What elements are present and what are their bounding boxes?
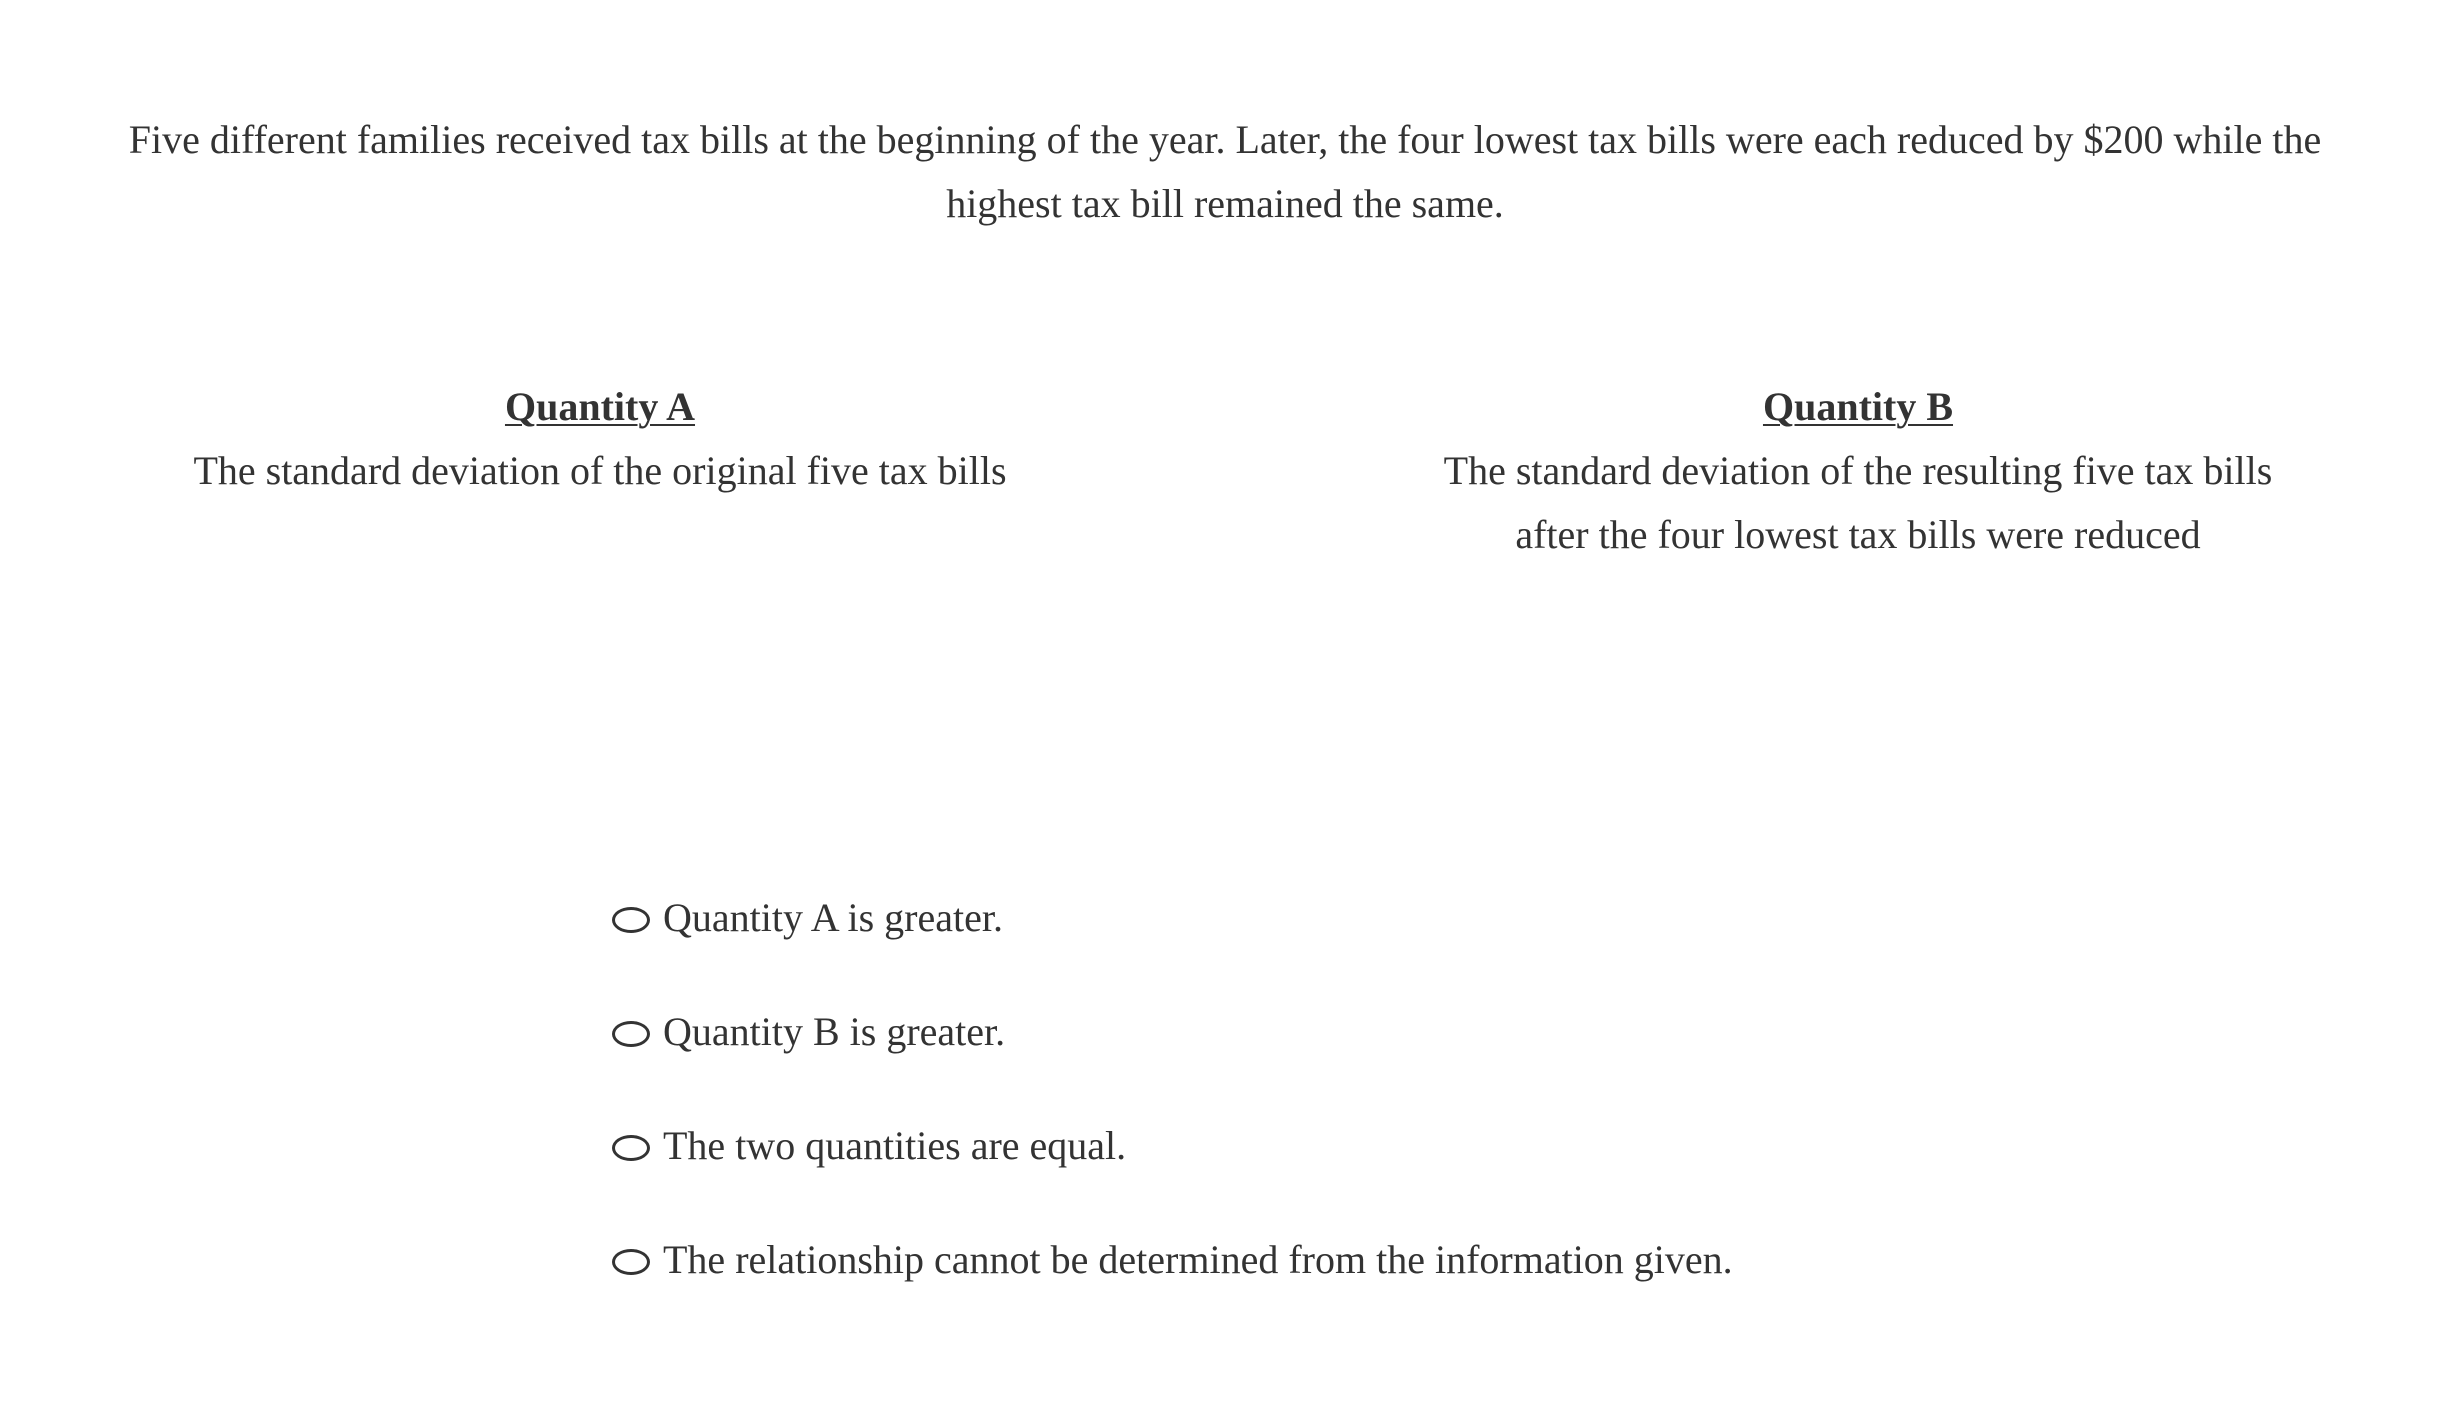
quantity-b-text-line-1: The standard deviation of the resulting five tax bills	[1443, 448, 2273, 493]
quantity-a-column	[100, 375, 1100, 503]
radio-button-icon[interactable]	[612, 1249, 650, 1275]
answer-choice-label: Quantity B is greater.	[663, 1008, 1006, 1054]
quantity-b-text-line-2: after the four lowest tax bills were reduced	[1515, 512, 2201, 557]
quantity-a-text: The standard deviation of the original five tax bills	[193, 448, 1007, 493]
answer-choice-d[interactable]	[612, 1227, 2212, 1291]
answer-choice-b[interactable]	[612, 999, 2212, 1063]
quantity-b-column	[1358, 375, 2358, 567]
question-stem: Five different families received tax bills at the beginning of the year. Later, the four lowest tax bills were each reduced by $200 while the highest tax bill remained the same.	[128, 117, 2322, 226]
radio-button-icon[interactable]	[612, 1021, 650, 1047]
answer-choice-label: The two quantities are equal.	[663, 1122, 1127, 1168]
answer-choice-c[interactable]	[612, 1113, 2212, 1177]
quantity-a-title: Quantity A	[504, 384, 696, 429]
radio-button-icon[interactable]	[612, 907, 650, 933]
answer-choice-label: The relationship cannot be determined from the information given.	[663, 1236, 1733, 1282]
answer-choice-a[interactable]	[612, 885, 2212, 949]
answer-choices	[612, 885, 2212, 1341]
answer-choice-label: Quantity A is greater.	[663, 894, 1003, 940]
radio-button-icon[interactable]	[612, 1135, 650, 1161]
quantity-b-title: Quantity B	[1762, 384, 1954, 429]
